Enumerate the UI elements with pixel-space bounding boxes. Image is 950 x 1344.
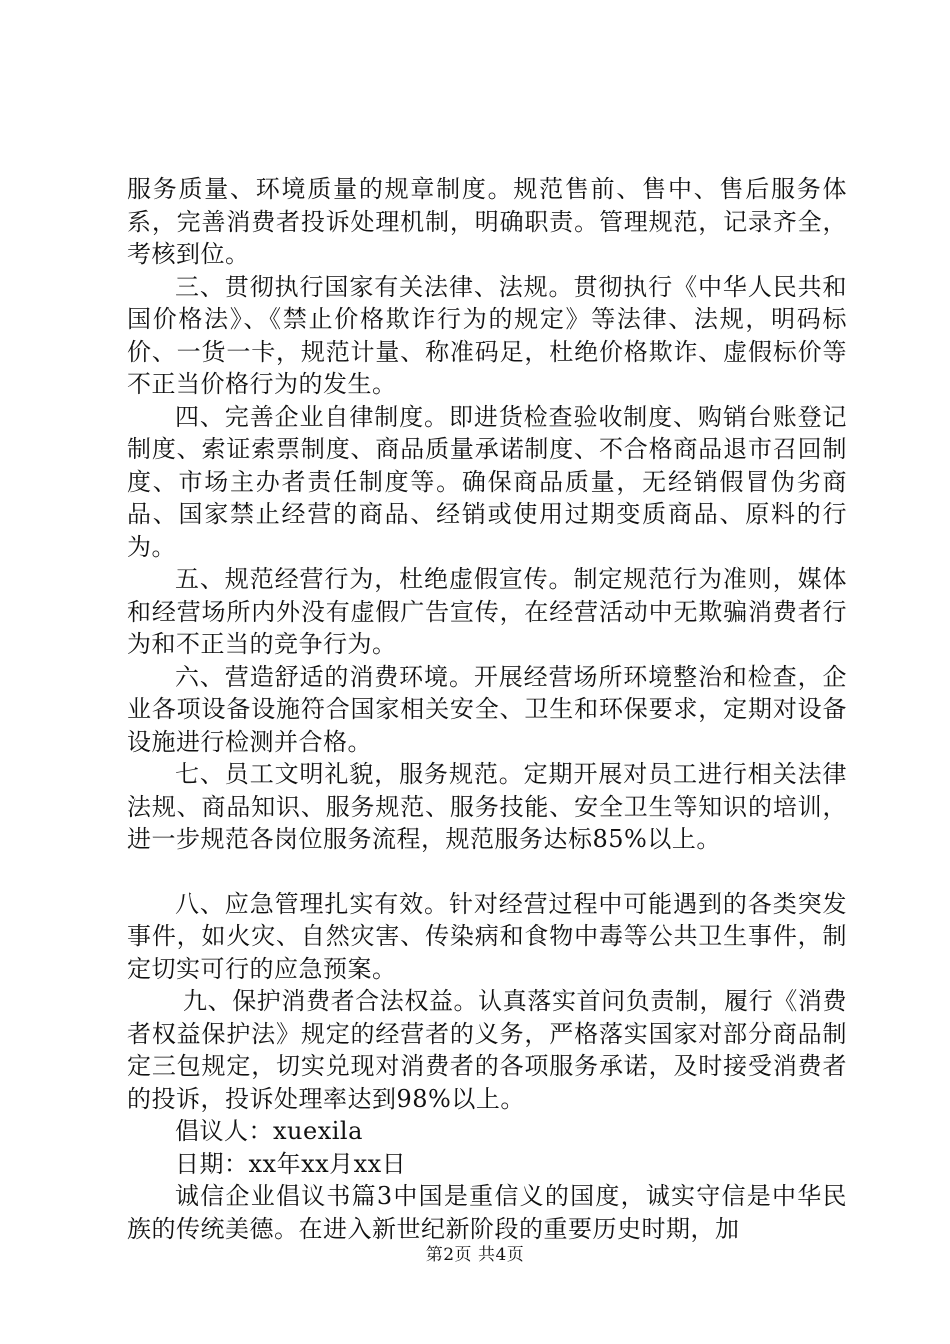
paragraph-next-article: 诚信企业倡议书篇3中国是重信义的国度，诚实守信是中华民族的传统美德。在进入新世纪新阶段的重要历史时期，加: [127, 1182, 847, 1243]
paragraph-continuation: 服务质量、环境质量的规章制度。规范售前、售中、售后服务体系，完善消费者投诉处理机制，明确职责。管理规范，记录齐全，考核到位。: [127, 175, 847, 268]
initiator-line: 倡议人：xuexila: [175, 1117, 363, 1145]
paragraph-item-6: 六、营造舒适的消费环境。开展经营场所环境整治和检查，企业各项设备设施符合国家相关安全、卫生和环保要求，定期对设备设施进行检测并合格。: [127, 662, 847, 756]
paragraph-item-9: 九、保护消费者合法权益。认真落实首问负责制，履行《消费者权益保护法》规定的经营者的义务，严格落实国家对部分商品制定三包规定，切实兑现对消费者的各项服务承诺，及时接受消费者的投诉，投诉处理率达到98%以上。: [127, 987, 847, 1113]
page-number-footer: 第2页 共4页: [425, 1245, 525, 1265]
paragraph-item-5: 五、规范经营行为，杜绝虚假宣传。制定规范行为准则，媒体和经营场所内外没有虚假广告宣传，在经营活动中无欺骗消费者行为和不正当的竞争行为。: [127, 565, 847, 658]
paragraph-item-8: 八、应急管理扎实有效。针对经营过程中可能遇到的各类突发事件，如火灾、自然灾害、传染病和食物中毒等公共卫生事件，制定切实可行的应急预案。: [127, 889, 847, 983]
paragraph-item-7: 七、员工文明礼貌，服务规范。定期开展对员工进行相关法律法规、商品知识、服务规范、服务技能、安全卫生等知识的培训，进一步规范各岗位服务流程，规范服务达标85%以上。: [127, 760, 847, 853]
paragraph-spacer: [127, 856, 847, 888]
paragraph-item-3: 三、贯彻执行国家有关法律、法规。贯彻执行《中华人民共和国价格法》、《禁止价格欺诈行为的规定》等法律、法规，明码标价、一货一卡，规范计量、称准码足，杜绝价格欺诈、虚假标价等不正当价格行为的发生。: [127, 272, 847, 398]
date-line: 日期：xx年xx月xx日: [175, 1149, 407, 1178]
document-body: [127, 173, 847, 1245]
paragraph-item-4: 四、完善企业自律制度。即进货检查验收制度、购销台账登记制度、索证索票制度、商品质量承诺制度、不合格商品退市召回制度、市场主办者责任制度等。确保商品质量，无经销假冒伪劣商品、国家禁止经营的商品、经销或使用过期变质商品、原料的行为。: [127, 402, 847, 561]
